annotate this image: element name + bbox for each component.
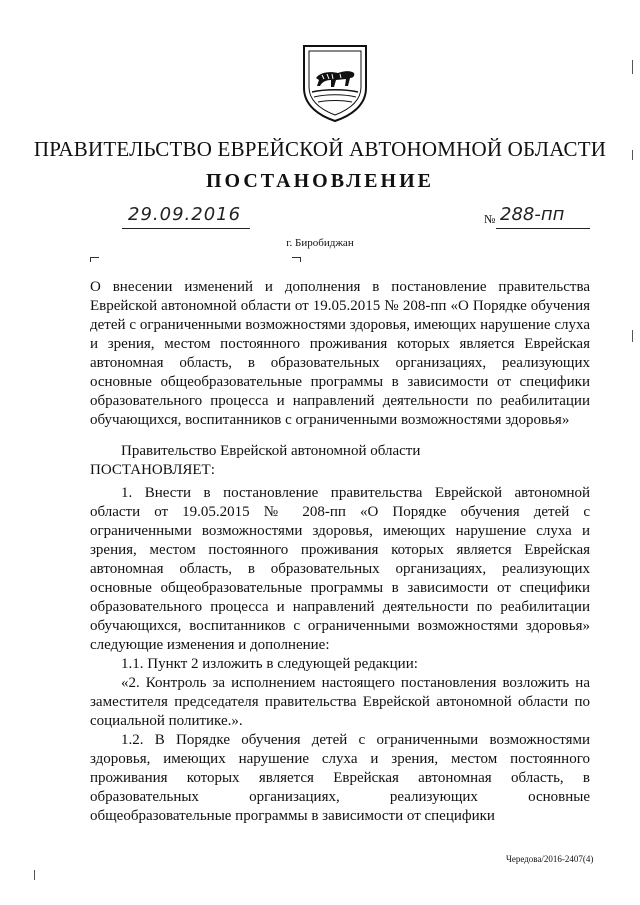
scan-edge-mark — [632, 150, 633, 160]
number-underline — [496, 228, 590, 229]
document-type-title: ПОСТАНОВЛЕНИЕ — [206, 170, 434, 192]
scan-edge-mark — [632, 60, 633, 74]
scan-edge-mark — [632, 330, 633, 342]
intro-government: Правительство Еврейской автономной области — [121, 443, 421, 459]
footer-document-code: Чередова/2016-2407(4) — [506, 854, 594, 864]
intro-block — [90, 442, 590, 480]
paragraph-1: 1. Внести в постановление правительства Еврейской автономной области от 19.05.2015 № 208-пп «О Порядке обучения детей с ограниченными возможностями здоровья, имеющих нарушение слуха и зрения, местом постоянного проживания которых является Еврейская автономная область, в образовательных организациях, реализующих основные общеобразовательные программы в зависимости от специфики образовательного процесса и направлений деятельности по реабилитации обучающихся, воспитанников с ограниченными возможностями здоровья» следующие изменения и дополнение: — [90, 485, 590, 653]
city-label: г. Биробиджан — [286, 237, 354, 249]
document-date: 29.09.2016 — [128, 204, 242, 225]
paragraph-1-2: 1.2. В Порядке обучения детей с ограниченными возможностями здоровья, имеющих нарушение слуха и зрения, местом постоянного проживания которых является Еврейская автономная область, в образовательных организациях, реализующих основные общеобразовательные программы в зависимости от специфики — [90, 732, 590, 824]
scan-edge-mark — [34, 870, 35, 880]
government-title: ПРАВИТЕЛЬСТВО ЕВРЕЙСКОЙ АВТОНОМНОЙ ОБЛАСТИ — [33, 137, 607, 161]
intro-resolves: ПОСТАНОВЛЯЕТ: — [90, 462, 215, 478]
number-label: № — [484, 212, 496, 226]
coat-of-arms-icon — [300, 42, 370, 124]
document-body — [90, 484, 590, 826]
date-underline — [122, 228, 250, 229]
paragraph-1-1: 1.1. Пункт 2 изложить в следующей редакции: — [121, 656, 418, 672]
paragraph-quote: «2. Контроль за исполнением настоящего постановления возложить на заместителя председателя правительства Еврейской автономной области по социальной политике.». — [90, 675, 590, 729]
document-number: 288-пп — [500, 204, 565, 225]
subject-corner-mark-left — [90, 257, 99, 262]
subject-corner-mark-right — [292, 257, 301, 262]
document-subject: О внесении изменений и дополнения в постановление правительства Еврейской автономной области от 19.05.2015 № 208-пп «О Порядке обучения детей с ограниченными возможностями здоровья, имеющих нарушение слуха и зрения, местом постоянного проживания которых является Еврейская автономная область, в образовательных организациях, реализующих основные общеобразовательные программы в зависимости от специфики образовательного процесса и направлений деятельности по реабилитации обучающихся, воспитанников с ограниченными возможностями здоровья» — [90, 279, 590, 428]
